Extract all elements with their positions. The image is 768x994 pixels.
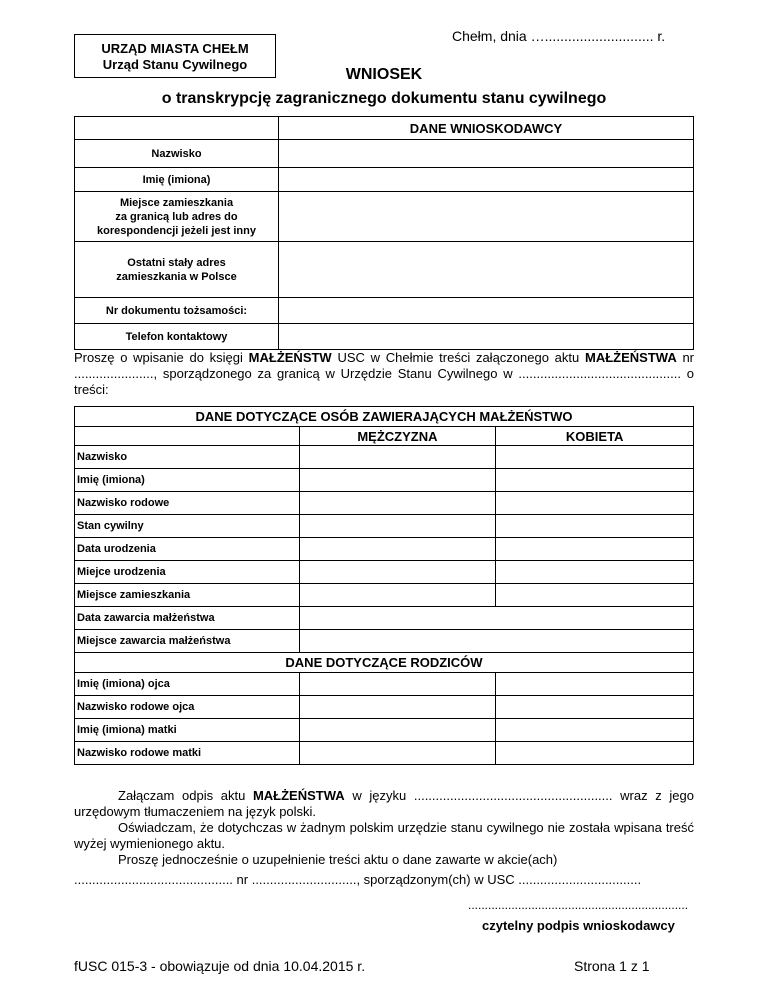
marriage-label-marriage-date: Data zawarcia małżeństwa xyxy=(75,607,300,630)
woman-field-birth-date[interactable] xyxy=(496,538,694,561)
attachment-bold: MAŁŻEŃSTWA xyxy=(252,788,345,803)
attachment-text-2: w języku ....................................................... wraz z jego urzędowym tłumaczeniem na język polski. xyxy=(74,788,694,819)
request-bold-2: MAŁŻEŃSTWA xyxy=(585,350,677,365)
applicant-field-phone[interactable] xyxy=(279,324,694,350)
applicant-label-foreign-address: Miejsce zamieszkania za granicą lub adres do korespondencji jeżeli jest inny xyxy=(75,192,279,242)
marriage-label-birth-place: Miejce urodzenia xyxy=(75,561,300,584)
man-field-residence[interactable] xyxy=(299,584,496,607)
applicant-field-foreign-address[interactable] xyxy=(279,192,694,242)
woman-field-birth-place[interactable] xyxy=(496,561,694,584)
form-id-footer: fUSC 015-3 - obowiązuje od dnia 10.04.2015 r. xyxy=(74,958,366,974)
marriage-label-surname: Nazwisko xyxy=(75,446,300,469)
request-text-2: USC w Chełmie treści załączonego aktu xyxy=(331,350,585,365)
signature-label: czytelny podpis wnioskodawcy xyxy=(482,918,675,933)
applicant-header-spacer xyxy=(75,117,279,140)
field-marriage-date[interactable] xyxy=(299,607,694,630)
applicant-label-id-number: Nr dokumentu tożsamości: xyxy=(75,298,279,324)
place-date-line[interactable]: Chełm, dnia …............................ r. xyxy=(452,28,666,44)
parents-label-mother-name: Imię (imiona) matki xyxy=(75,719,300,742)
woman-field-civil-status[interactable] xyxy=(496,515,694,538)
request-text-3: nr ......................, sporządzonego za granicą w Urzędzie Stanu Cywilnego w ............................................. o treści: xyxy=(74,350,695,397)
applicant-field-first-name[interactable] xyxy=(279,168,694,192)
request-bold-1: MAŁŻEŃSTW xyxy=(248,350,332,365)
office-unit: Urząd Stanu Cywilnego xyxy=(102,57,248,72)
marriage-colhdr-spacer xyxy=(75,427,300,446)
applicant-field-surname[interactable] xyxy=(279,140,694,168)
parents-label-mother-maiden: Nazwisko rodowe matki xyxy=(75,742,300,765)
man-field-mother-maiden[interactable] xyxy=(299,742,496,765)
woman-field-residence[interactable] xyxy=(496,584,694,607)
office-name: URZĄD MIASTA CHEŁM xyxy=(101,41,249,56)
applicant-label-phone: Telefon kontaktowy xyxy=(75,324,279,350)
man-field-birth-date[interactable] xyxy=(299,538,496,561)
applicant-table xyxy=(74,116,694,350)
attachment-text-1: Załączam odpis aktu xyxy=(118,788,253,803)
man-field-birth-place[interactable] xyxy=(299,561,496,584)
man-field-father-name[interactable] xyxy=(299,673,496,696)
applicant-label-poland-address: Ostatni stały adres zamieszkania w Polsce xyxy=(75,242,279,298)
applicant-field-poland-address[interactable] xyxy=(279,242,694,298)
field-marriage-place[interactable] xyxy=(299,630,694,653)
man-field-maiden-name[interactable] xyxy=(299,492,496,515)
parents-label-father-name: Imię (imiona) ojca xyxy=(75,673,300,696)
parents-label-father-maiden: Nazwisko rodowe ojca xyxy=(75,696,300,719)
marriage-label-residence: Miejsce zamieszkania xyxy=(75,584,300,607)
supplement-dots-line[interactable]: ............................................ nr ............................., sporządzonym(ch) w USC .................................. xyxy=(74,872,642,887)
woman-field-surname[interactable] xyxy=(496,446,694,469)
applicant-label-surname: Nazwisko xyxy=(75,140,279,168)
marriage-heading: DANE DOTYCZĄCE OSÓB ZAWIERAJĄCYCH MAŁŻEŃSTWO xyxy=(75,407,694,427)
marriage-label-birth-date: Data urodzenia xyxy=(75,538,300,561)
woman-field-mother-maiden[interactable] xyxy=(496,742,694,765)
form-title: WNIOSEK xyxy=(345,66,423,83)
signature-line[interactable]: .................................................................. xyxy=(468,898,689,912)
applicant-label-first-name: Imię (imiona) xyxy=(75,168,279,192)
col-header-woman: KOBIETA xyxy=(496,427,694,446)
marriage-label-marriage-place: Miejsce zawarcia małżeństwa xyxy=(75,630,300,653)
attachment-statement xyxy=(74,788,694,820)
applicant-field-id-number[interactable] xyxy=(279,298,694,324)
man-field-civil-status[interactable] xyxy=(299,515,496,538)
page-number: Strona 1 z 1 xyxy=(574,958,650,974)
declaration-statement: Oświadczam, że dotychczas w żadnym polskim urzędzie stanu cywilnego nie została wpisana treść wyżej wymienionego aktu. xyxy=(74,820,694,851)
parents-heading: DANE DOTYCZĄCE RODZICÓW xyxy=(75,653,694,673)
man-field-mother-name[interactable] xyxy=(299,719,496,742)
woman-field-first-name[interactable] xyxy=(496,469,694,492)
man-field-father-maiden[interactable] xyxy=(299,696,496,719)
request-paragraph xyxy=(74,350,694,398)
col-header-man: MĘŻCZYZNA xyxy=(299,427,496,446)
request-text-1: Proszę o wpisanie do księgi xyxy=(74,350,249,365)
supplement-statement: Proszę jednocześnie o uzupełnienie treści aktu o dane zawarte w akcie(ach) xyxy=(118,852,558,867)
marriage-table xyxy=(74,406,694,765)
applicant-heading: DANE WNIOSKODAWCY xyxy=(279,117,694,140)
woman-field-father-name[interactable] xyxy=(496,673,694,696)
man-field-first-name[interactable] xyxy=(299,469,496,492)
marriage-label-maiden-name: Nazwisko rodowe xyxy=(75,492,300,515)
woman-field-maiden-name[interactable] xyxy=(496,492,694,515)
form-subtitle: o transkrypcję zagranicznego dokumentu stanu cywilnego xyxy=(161,90,607,107)
woman-field-mother-name[interactable] xyxy=(496,719,694,742)
man-field-surname[interactable] xyxy=(299,446,496,469)
marriage-label-civil-status: Stan cywilny xyxy=(75,515,300,538)
woman-field-father-maiden[interactable] xyxy=(496,696,694,719)
statements-block xyxy=(74,788,694,868)
marriage-label-first-name: Imię (imiona) xyxy=(75,469,300,492)
